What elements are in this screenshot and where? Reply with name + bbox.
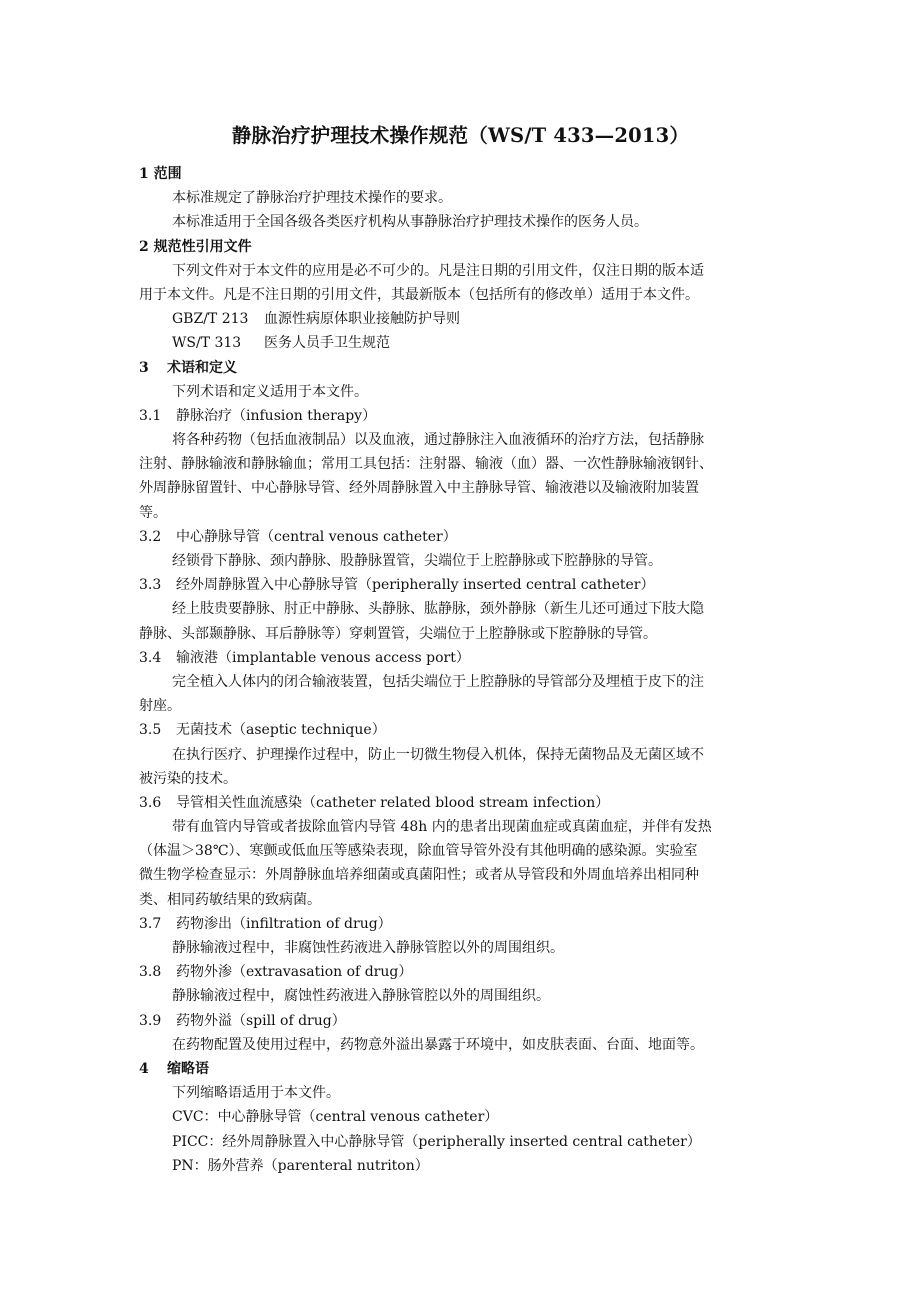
reference-item: [139, 331, 782, 355]
term-heading: [139, 646, 782, 670]
abbreviation-item: PN：肠外营养（parenteral nutriton）: [172, 1157, 429, 1174]
abbreviation-item: PICC：经外周静脉置入中心静脉导管（peripherally inserted central catheter）: [172, 1133, 701, 1150]
term-definition-line: 等。: [139, 504, 167, 521]
term-heading: [139, 718, 782, 742]
term-number: 3.7: [139, 915, 162, 932]
section-3-heading: [139, 356, 782, 380]
reference-code: WS/T 313: [172, 335, 242, 352]
term-name: 药物外溢（spill of drug）: [176, 1012, 346, 1029]
term-definition-line: 外周静脉留置针、中心静脉导管、经外周静脉置入中主静脉导管、输液港以及输液附加装置: [139, 480, 699, 497]
term-number: 3.8: [139, 964, 162, 981]
section-3-intro: 下列术语和定义适用于本文件。: [172, 383, 368, 400]
abbreviation-item: CVC：中心静脉导管（central venous catheter）: [172, 1109, 499, 1126]
reference-item: [139, 307, 782, 331]
section-title: 缩略语: [167, 1060, 209, 1077]
term-name: 药物外渗（extravasation of drug）: [176, 964, 413, 981]
document-title: 静脉治疗护理技术操作规范（WS/T 433—2013）: [231, 124, 690, 147]
term-heading: [139, 404, 782, 428]
term-number: 3.5: [139, 722, 162, 739]
section-number: 3: [139, 359, 149, 376]
reference-code: GBZ/T 213: [172, 311, 249, 328]
term-number: 3.1: [139, 407, 162, 424]
section-1-paragraph-1: 本标准规定了静脉治疗护理技术操作的要求。: [172, 190, 452, 207]
term-definition-line: （体温＞38℃）、寒颤或低血压等感染表现，除血管导管外没有其他明确的感染源。实验室: [139, 843, 698, 860]
term-definition-line: 经锁骨下静脉、颈内静脉、股静脉置管，尖端位于上腔静脉或下腔静脉的导管。: [172, 553, 662, 569]
term-definition-line: 类、相同药敏结果的致病菌。: [139, 891, 321, 908]
term-heading: [139, 525, 782, 549]
section-title: 术语和定义: [167, 359, 237, 376]
section-2-heading: 2 规范性引用文件: [139, 238, 252, 255]
term-number: 3.2: [139, 528, 162, 545]
term-name: 无菌技术（aseptic technique）: [176, 722, 386, 739]
term-number: 3.9: [139, 1012, 162, 1029]
section-2-paragraph-line-2: 用于本文件。凡是不注日期的引用文件，其最新版本（包括所有的修改单）适用于本文件。: [139, 286, 699, 303]
term-definition-line: 注射、静脉输液和静脉输血；常用工具包括：注射器、输液（血）器、一次性静脉输液钢针、: [139, 456, 713, 473]
term-name: 导管相关性血流感染（catheter related blood stream infection）: [176, 794, 610, 811]
term-definition-line: 射座。: [139, 698, 181, 715]
term-name: 经外周静脉置入中心静脉导管（peripherally inserted central catheter）: [176, 577, 655, 594]
term-number: 3.4: [139, 649, 162, 666]
term-number: 3.3: [139, 577, 162, 594]
section-4-intro: 下列缩略语适用于本文件。: [172, 1085, 340, 1102]
term-name: 静脉治疗（infusion therapy）: [176, 407, 377, 424]
term-name: 输液港（implantable venous access port）: [176, 649, 470, 666]
reference-title: 血源性病原体职业接触防护导则: [264, 311, 460, 328]
term-name: 中心静脉导管（central venous catheter）: [176, 528, 457, 545]
term-definition-line: 将各种药物（包括血液制品）以及血液，通过静脉注入血液循环的治疗方法，包括静脉: [172, 432, 704, 449]
section-2-paragraph-line-1: 下列文件对于本文件的应用是必不可少的。凡是注日期的引用文件，仅注日期的版本适: [172, 262, 704, 279]
section-number: 4: [139, 1060, 149, 1077]
term-definition-line: 微生物学检查显示：外周静脉血培养细菌或真菌阳性；或者从导管段和外周血培养出相同种: [139, 867, 699, 884]
document-page: [139, 118, 782, 1178]
section-1-paragraph-2: 本标准适用于全国各级各类医疗机构从事静脉治疗护理技术操作的医务人员。: [172, 214, 648, 231]
term-heading: [139, 791, 782, 815]
section-4-heading: [139, 1057, 782, 1081]
term-definition-line: 经上肢贵要静脉、肘正中静脉、头静脉、肱静脉，颈外静脉（新生儿还可通过下肢大隐: [172, 601, 704, 618]
term-definition-line: 在执行医疗、护理操作过程中，防止一切微生物侵入机体，保持无菌物品及无菌区域不: [172, 746, 704, 763]
term-heading: [139, 912, 782, 936]
term-definition-line: 静脉输液过程中，非腐蚀性药液进入静脉管腔以外的周围组织。: [172, 940, 564, 956]
term-heading: [139, 960, 782, 984]
section-1-heading: 1 范围: [139, 166, 182, 182]
term-definition-line: 在药物配置及使用过程中，药物意外溢出暴露于环境中，如皮肤表面、台面、地面等。: [172, 1036, 704, 1053]
term-heading: [139, 1009, 782, 1033]
reference-title: 医务人员手卫生规范: [264, 335, 390, 352]
term-name: 药物渗出（infiltration of drug）: [176, 915, 392, 932]
term-number: 3.6: [139, 794, 162, 811]
term-definition-line: 静脉输液过程中，腐蚀性药液进入静脉管腔以外的周围组织。: [172, 988, 550, 1005]
term-definition-line: 带有血管内导管或者拔除血管内导管 48h 内的患者出现菌血症或真菌血症，并伴有发热: [172, 819, 712, 836]
term-definition-line: 静脉、头部颞静脉、耳后静脉等）穿刺置管，尖端位于上腔静脉或下腔静脉的导管。: [139, 625, 657, 642]
term-heading: [139, 573, 782, 597]
term-definition-line: 完全植入人体内的闭合输液装置，包括尖端位于上腔静脉的导管部分及埋植于皮下的注: [172, 673, 704, 690]
term-definition-line: 被污染的技术。: [139, 770, 237, 787]
